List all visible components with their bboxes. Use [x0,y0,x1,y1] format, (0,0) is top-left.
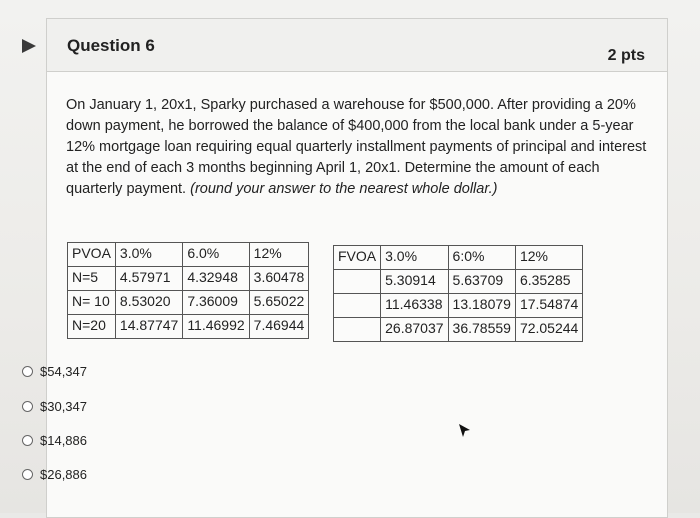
radio-button[interactable] [22,435,33,446]
fvoa-cell [334,294,381,318]
pvoa-cell: 7.36009 [183,291,249,315]
pvoa-cell: 5.65022 [249,291,309,315]
question-body: On January 1, 20x1, Sparky purchased a warehouse for $500,000. After providing a 20% down payment, he borrowed the balance of $400,000 from the local bank under a 5-year 12% mortgage loan requiring equal quarterly installment payments of principal and interest at the end of each 3 months beginning April 1, 20x1. Determine the amount of each quarterly payment. [66,97,647,197]
fvoa-cell [334,270,381,294]
fvoa-header-row [334,246,583,270]
pvoa-header-cell: PVOA [68,243,116,267]
question-card [46,18,668,518]
pvoa-cell: 4.57971 [115,267,182,291]
fvoa-cell [334,318,381,342]
fvoa-header-cell: 3.0% [381,246,448,270]
pvoa-cell: 4.32948 [183,267,249,291]
pvoa-cell: 11.46992 [183,315,249,339]
radio-button[interactable] [22,366,33,377]
fvoa-row [334,318,583,342]
fvoa-cell: 72.05244 [515,318,582,342]
fvoa-cell: 13.18079 [448,294,515,318]
fvoa-header-cell: 12% [515,246,582,270]
question-title: Question 6 [67,36,155,55]
pvoa-row [68,315,309,339]
answer-label: $30,347 [40,398,87,414]
answer-label: $14,886 [40,432,87,448]
pvoa-header-cell: 3.0% [115,243,182,267]
answer-option[interactable] [22,361,87,381]
pvoa-header-cell: 12% [249,243,309,267]
mouse-pointer-icon [458,422,472,438]
fvoa-cell: 5.30914 [381,270,448,294]
pvoa-row [68,267,309,291]
fvoa-header-cell: FVOA [334,246,381,270]
fvoa-row [334,294,583,318]
fvoa-table [333,245,583,342]
question-text [66,95,656,200]
question-header [47,19,667,72]
fvoa-cell: 17.54874 [515,294,582,318]
fvoa-cell: 6.35285 [515,270,582,294]
pvoa-cell: N=20 [68,315,116,339]
fvoa-header-cell: 6:0% [448,246,515,270]
fvoa-cell: 36.78559 [448,318,515,342]
fvoa-cell: 5.63709 [448,270,515,294]
answer-option[interactable] [22,430,87,450]
pvoa-cell: 14.87747 [115,315,182,339]
pvoa-cell: 7.46944 [249,315,309,339]
radio-button[interactable] [22,401,33,412]
question-hint: (round your answer to the nearest whole dollar.) [190,181,498,197]
pvoa-header-cell: 6.0% [183,243,249,267]
radio-button[interactable] [22,469,33,480]
fvoa-row [334,270,583,294]
pvoa-header-row [68,243,309,267]
answer-label: $26,886 [40,466,87,482]
pvoa-row [68,291,309,315]
answer-label: $54,347 [40,363,87,379]
pvoa-cell: N=5 [68,267,116,291]
pvoa-cell: 8.53020 [115,291,182,315]
pvoa-cell: 3.60478 [249,267,309,291]
pvoa-cell: N= 10 [68,291,116,315]
fvoa-cell: 11.46338 [381,294,448,318]
answer-option[interactable] [22,464,87,484]
fvoa-cell: 26.87037 [381,318,448,342]
question-flag-icon [22,39,36,53]
pvoa-table [67,242,309,339]
answer-option[interactable] [22,396,87,416]
question-points: 2 pts [607,47,645,64]
